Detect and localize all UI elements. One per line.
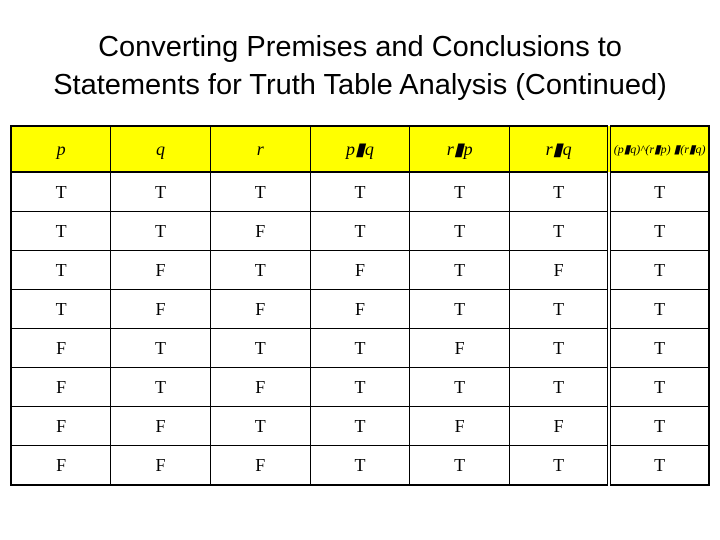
table-cell: T — [410, 212, 510, 251]
table-cell: F — [410, 407, 510, 446]
table-cell: F — [11, 368, 111, 407]
table-cell: F — [310, 290, 410, 329]
table-cell: T — [609, 212, 709, 251]
table-cell: T — [510, 368, 610, 407]
header-r: r — [210, 126, 310, 172]
table-cell: T — [410, 290, 510, 329]
table-cell: F — [11, 446, 111, 486]
table-cell: T — [11, 172, 111, 212]
table-cell: F — [111, 251, 211, 290]
table-cell: F — [111, 446, 211, 486]
header-row — [11, 126, 709, 172]
table-cell: F — [11, 329, 111, 368]
table-cell: T — [111, 329, 211, 368]
table-cell: T — [510, 329, 610, 368]
header-p: p — [11, 126, 111, 172]
table-cell: T — [609, 446, 709, 486]
header-q: q — [111, 126, 211, 172]
table-cell: F — [510, 407, 610, 446]
table-row — [11, 290, 709, 329]
table-cell: F — [410, 329, 510, 368]
table-cell: T — [410, 368, 510, 407]
table-cell: F — [510, 251, 610, 290]
table-cell: T — [310, 446, 410, 486]
table-cell: F — [210, 446, 310, 486]
table-cell: T — [609, 329, 709, 368]
table-row — [11, 368, 709, 407]
table-cell: T — [111, 368, 211, 407]
table-cell: T — [310, 329, 410, 368]
header-p-q: p▮q — [310, 126, 410, 172]
table-cell: F — [210, 290, 310, 329]
table-cell: T — [510, 446, 610, 486]
table-cell: F — [11, 407, 111, 446]
table-cell: T — [609, 407, 709, 446]
table-cell: T — [410, 446, 510, 486]
table-cell: T — [210, 329, 310, 368]
table-cell: T — [310, 407, 410, 446]
table-cell: T — [510, 290, 610, 329]
table-cell: T — [310, 212, 410, 251]
table-cell: T — [11, 212, 111, 251]
table-row — [11, 212, 709, 251]
table-cell: F — [111, 407, 211, 446]
table-cell: T — [410, 251, 510, 290]
table-row — [11, 329, 709, 368]
table-row — [11, 172, 709, 212]
table-cell: T — [310, 172, 410, 212]
table-row — [11, 446, 709, 486]
table-cell: T — [111, 212, 211, 251]
table-cell: T — [510, 212, 610, 251]
table-cell: T — [310, 368, 410, 407]
table-cell: T — [11, 290, 111, 329]
table-cell: T — [609, 172, 709, 212]
table-cell: F — [210, 212, 310, 251]
table-cell: T — [609, 251, 709, 290]
truth-table — [10, 125, 710, 486]
table-cell: T — [210, 407, 310, 446]
page-title — [0, 28, 720, 104]
table-cell: T — [111, 172, 211, 212]
table-cell: F — [210, 368, 310, 407]
table-cell: T — [210, 172, 310, 212]
table-cell: T — [510, 172, 610, 212]
header-r-q: r▮q — [510, 126, 610, 172]
table-cell: T — [210, 251, 310, 290]
table-cell: F — [111, 290, 211, 329]
table-row — [11, 407, 709, 446]
header-argument: (p▮q)^(r▮p) ▮(r▮q) — [609, 126, 709, 172]
table-cell: F — [310, 251, 410, 290]
table-cell: T — [609, 290, 709, 329]
header-r-p: r▮p — [410, 126, 510, 172]
table-cell: T — [609, 368, 709, 407]
table-cell: T — [11, 251, 111, 290]
table-cell: T — [410, 172, 510, 212]
title-line-2: Statements for Truth Table Analysis (Continued) — [53, 69, 667, 101]
table-row — [11, 251, 709, 290]
title-line-1: Converting Premises and Conclusions to — [98, 31, 622, 63]
